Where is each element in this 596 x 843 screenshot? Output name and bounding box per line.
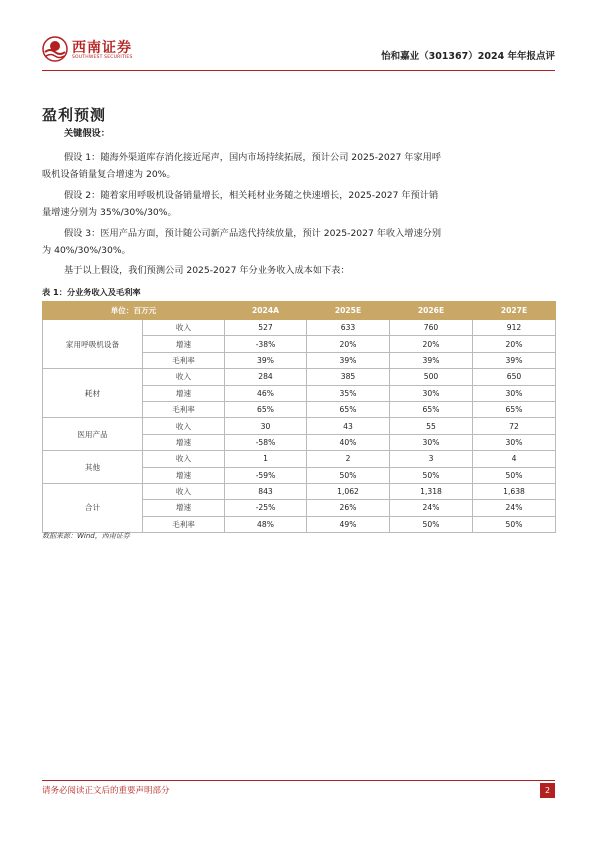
- value-cell: 55: [390, 418, 473, 434]
- year-header: 2027E: [473, 302, 556, 320]
- table-row: [43, 320, 556, 336]
- value-cell: 49%: [307, 516, 390, 532]
- value-cell: 39%: [473, 352, 556, 368]
- value-cell: 1,318: [390, 483, 473, 499]
- report-title: 怡和嘉业（301367）2024 年年报点评: [381, 51, 555, 62]
- value-cell: 46%: [225, 385, 307, 401]
- value-cell: 50%: [390, 516, 473, 532]
- page-number: 2: [540, 783, 555, 798]
- value-cell: 39%: [225, 352, 307, 368]
- value-cell: 65%: [225, 401, 307, 417]
- year-header: 2024A: [225, 302, 307, 320]
- value-cell: 284: [225, 369, 307, 385]
- metric-label: 收入: [143, 451, 225, 467]
- logo-chinese-text: 西南证券: [72, 40, 132, 56]
- sun-wave-logo-icon: [42, 36, 68, 62]
- value-cell: -25%: [225, 500, 307, 516]
- value-cell: -58%: [225, 434, 307, 450]
- value-cell: 72: [473, 418, 556, 434]
- year-header: 2026E: [390, 302, 473, 320]
- metric-label: 增速: [143, 500, 225, 516]
- key-assumptions-label: 关键假设：: [64, 128, 110, 139]
- value-cell: 4: [473, 451, 556, 467]
- value-cell: 1,062: [307, 483, 390, 499]
- value-cell: 48%: [225, 516, 307, 532]
- value-cell: 500: [390, 369, 473, 385]
- value-cell: 760: [390, 320, 473, 336]
- table-row: [43, 418, 556, 434]
- table-header-row: [43, 302, 556, 320]
- metric-label: 收入: [143, 320, 225, 336]
- segment-name: 家用呼吸机设备: [43, 320, 143, 369]
- metric-label: 收入: [143, 483, 225, 499]
- value-cell: -38%: [225, 336, 307, 352]
- footer-divider: [42, 780, 555, 781]
- value-cell: 35%: [307, 385, 390, 401]
- value-cell: 26%: [307, 500, 390, 516]
- value-cell: 50%: [473, 467, 556, 483]
- value-cell: 1: [225, 451, 307, 467]
- segment-name: 医用产品: [43, 418, 143, 451]
- metric-label: 收入: [143, 369, 225, 385]
- value-cell: 633: [307, 320, 390, 336]
- value-cell: 50%: [473, 516, 556, 532]
- value-cell: 2: [307, 451, 390, 467]
- unit-label: 单位：百万元: [43, 302, 225, 320]
- value-cell: -59%: [225, 467, 307, 483]
- value-cell: 912: [473, 320, 556, 336]
- value-cell: 30: [225, 418, 307, 434]
- data-source: 数据来源：Wind，西南证券: [42, 532, 130, 540]
- segment-revenue-table: [42, 301, 556, 533]
- value-cell: 20%: [473, 336, 556, 352]
- logo-english-text: SOUTHWEST SECURITIES: [72, 55, 133, 60]
- segment-name: 合计: [43, 483, 143, 532]
- metric-label: 增速: [143, 336, 225, 352]
- value-cell: 30%: [390, 385, 473, 401]
- assumption-3: 假设 3：医用产品方面，预计随公司新产品迭代持续放量，预计 2025-2027 年收入增速分别为 40%/30%/30%。: [42, 228, 442, 256]
- footer-disclaimer: 请务必阅读正文后的重要声明部分: [42, 786, 170, 796]
- value-cell: 50%: [307, 467, 390, 483]
- value-cell: 65%: [473, 401, 556, 417]
- value-cell: 843: [225, 483, 307, 499]
- value-cell: 39%: [307, 352, 390, 368]
- value-cell: 50%: [390, 467, 473, 483]
- value-cell: 40%: [307, 434, 390, 450]
- value-cell: 39%: [390, 352, 473, 368]
- value-cell: 20%: [390, 336, 473, 352]
- value-cell: 65%: [307, 401, 390, 417]
- value-cell: 20%: [307, 336, 390, 352]
- value-cell: 385: [307, 369, 390, 385]
- metric-label: 增速: [143, 385, 225, 401]
- value-cell: 30%: [390, 434, 473, 450]
- metric-label: 增速: [143, 467, 225, 483]
- value-cell: 1,638: [473, 483, 556, 499]
- value-cell: 43: [307, 418, 390, 434]
- company-logo: [42, 34, 172, 66]
- value-cell: 24%: [390, 500, 473, 516]
- metric-label: 毛利率: [143, 401, 225, 417]
- forecast-intro: 基于以上假设，我们预测公司 2025-2027 年分业务收入成本如下表：: [64, 265, 350, 276]
- value-cell: 30%: [473, 434, 556, 450]
- metric-label: 增速: [143, 434, 225, 450]
- table-caption: 表 1：分业务收入及毛利率: [42, 287, 141, 297]
- value-cell: 527: [225, 320, 307, 336]
- value-cell: 24%: [473, 500, 556, 516]
- segment-name: 其他: [43, 451, 143, 484]
- page-header: [42, 32, 555, 68]
- table-row: [43, 451, 556, 467]
- metric-label: 毛利率: [143, 352, 225, 368]
- value-cell: 3: [390, 451, 473, 467]
- assumption-2: 假设 2：随着家用呼吸机设备销量增长，相关耗材业务随之快速增长，2025-2027 年预计销量增速分别为 35%/30%/30%。: [42, 190, 439, 218]
- section-title: 盈利预测: [42, 106, 107, 124]
- value-cell: 65%: [390, 401, 473, 417]
- assumption-1: 假设 1：随海外渠道库存消化接近尾声，国内市场持续拓展，预计公司 2025-2027 年家用呼吸机设备销量复合增速为 20%。: [42, 152, 442, 180]
- metric-label: 毛利率: [143, 516, 225, 532]
- value-cell: 650: [473, 369, 556, 385]
- segment-name: 耗材: [43, 369, 143, 418]
- metric-label: 收入: [143, 418, 225, 434]
- table-row: [43, 369, 556, 385]
- table-row: [43, 483, 556, 499]
- year-header: 2025E: [307, 302, 390, 320]
- value-cell: 30%: [473, 385, 556, 401]
- header-divider: [42, 70, 555, 71]
